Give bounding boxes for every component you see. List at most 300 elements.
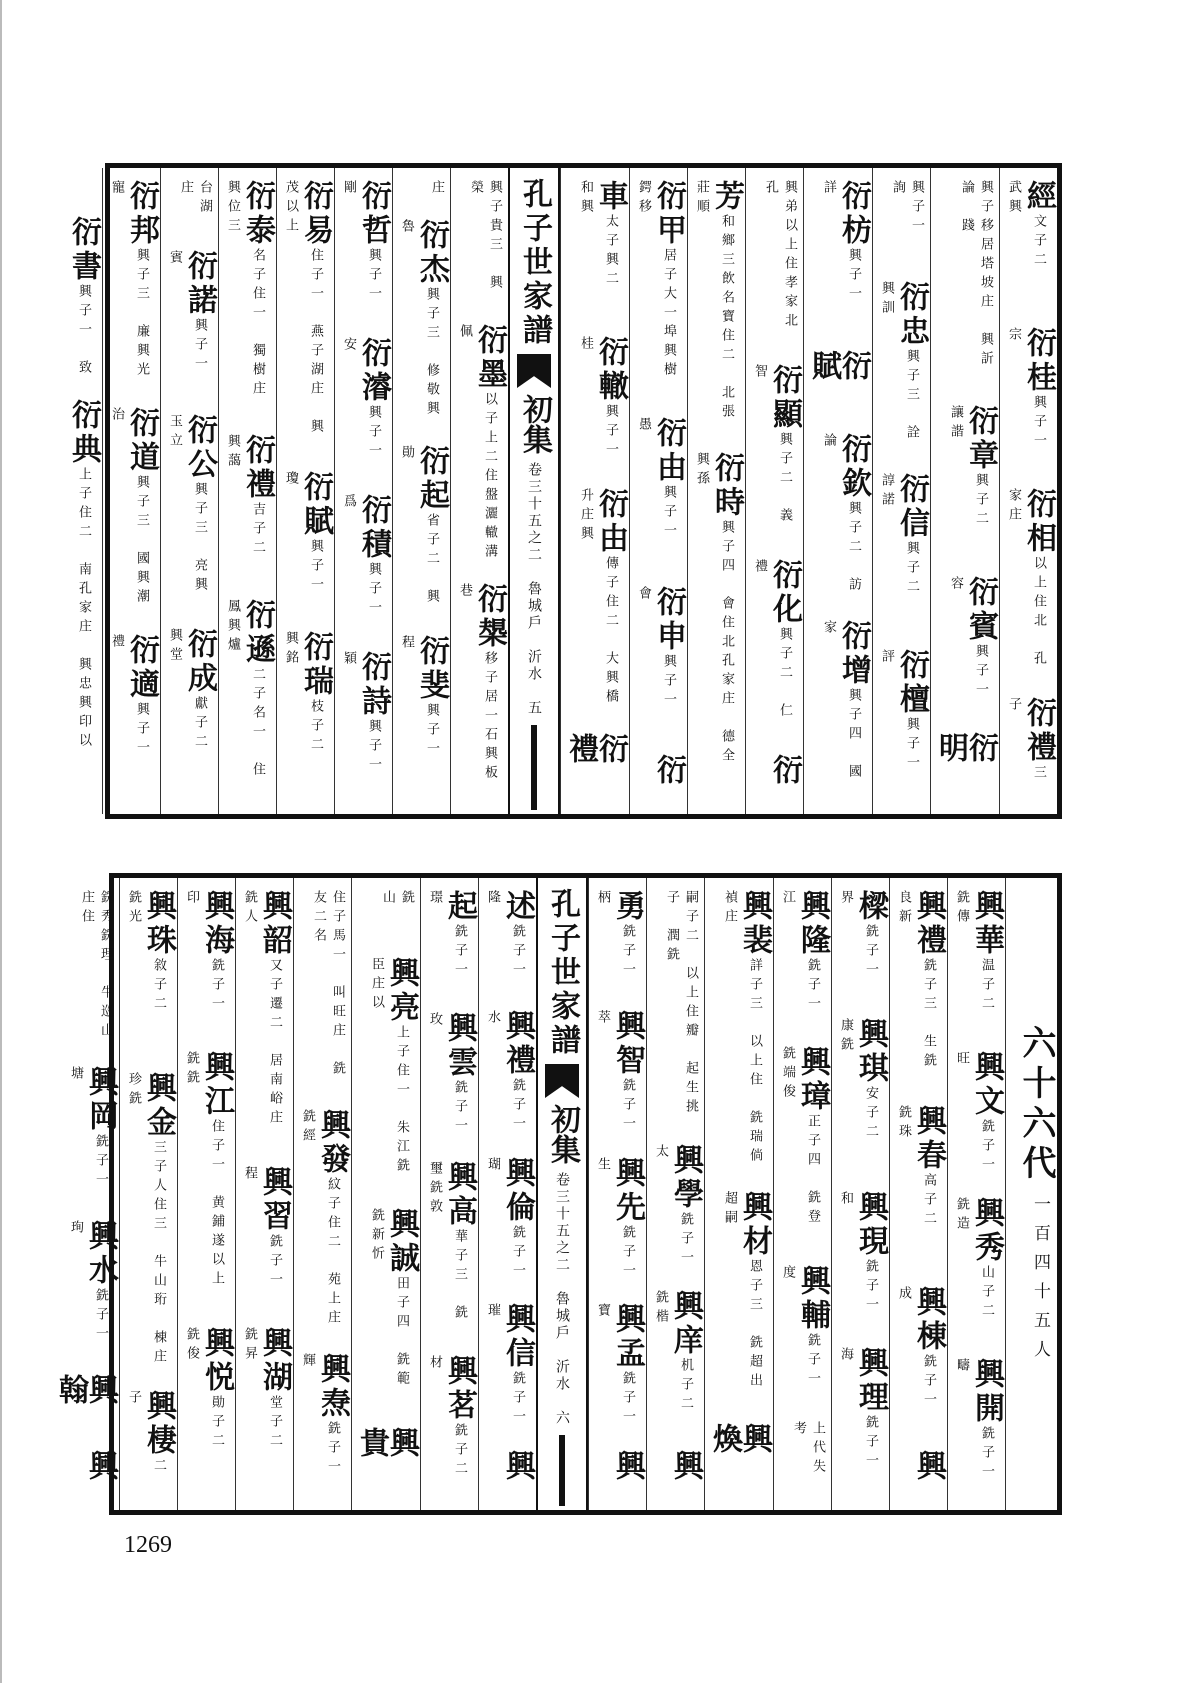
person-name: 衍禮 (563, 732, 628, 767)
person-entry (53, 1374, 118, 1430)
person-note: 銑子一 萃 (595, 1010, 635, 1155)
person-entry (952, 1050, 1004, 1195)
person-entry (933, 731, 998, 788)
generation-column (1005, 878, 1057, 1510)
person-entry (483, 1010, 535, 1155)
person-entry (877, 648, 929, 793)
person-entry (397, 219, 449, 425)
person-name: 興焘 (315, 1352, 350, 1421)
person-note: 庄 (429, 180, 444, 199)
person-name: 興秀 (969, 1197, 1004, 1265)
person-note: 銑子一 瑚 (485, 1156, 525, 1301)
person-name: 興春 (911, 1104, 946, 1173)
person-entry (55, 1450, 118, 1484)
person-note: 興子三 亮興玉立 (167, 413, 207, 596)
person-entry (750, 364, 802, 539)
person-entry (165, 180, 214, 230)
person-name: 衍顯 (767, 364, 802, 433)
person-entry (778, 890, 830, 1034)
person-name: 興棲 (141, 1389, 176, 1458)
person-entry (397, 635, 449, 788)
genealogy-column (560, 168, 629, 814)
person-entry (707, 1423, 772, 1484)
genealogy-column (872, 168, 930, 814)
person-entry (692, 180, 744, 432)
person-entry (750, 754, 802, 788)
bottom-genealogy-panel (53, 873, 1062, 1515)
person-note: 銑子一 隆 (485, 890, 525, 1000)
person-note: 銑秀銑理 牛巡山庄住 (79, 890, 113, 1042)
person-note: 住子馬一 叫旺庄 銑友二名 (311, 890, 345, 1080)
person-note: 省子二 興勛 (399, 444, 439, 608)
person-name: 衍由 (593, 487, 628, 556)
person-entry (563, 732, 628, 788)
person-name: 興韶 (257, 890, 292, 958)
person-entry (651, 1144, 703, 1289)
header-bar (531, 725, 537, 810)
person-entry (356, 1208, 419, 1407)
person-note: 敘子二 銑光 (126, 890, 166, 1034)
person-entry (877, 473, 929, 629)
person-name: 衍道 (124, 407, 159, 476)
person-note: 興子一 爲 (341, 494, 381, 638)
person-entry (66, 399, 101, 752)
person-entry (223, 434, 275, 579)
person-name: 衍公 (182, 413, 217, 482)
person-entry (894, 1104, 946, 1266)
person-name: 衍枋 (836, 180, 871, 248)
person-note: 銑 山 (380, 890, 414, 928)
person-note: 名子住一 獨樹庄 興位三 (225, 180, 265, 419)
person-note: 興子一 容 (948, 576, 988, 721)
person-note: 興子二 仁禮 (752, 559, 792, 723)
person-name: 興理 (853, 1347, 888, 1416)
genealogy-column (450, 168, 508, 814)
person-entry (1004, 180, 1056, 307)
person-note: 恩子三 銑超出超嗣 (722, 1190, 762, 1392)
person-entry (455, 583, 507, 788)
person-note: 二子名一 住鳳興爐 (225, 598, 265, 781)
person-note: 興子一 致 (76, 284, 91, 379)
person-name: 興 (500, 1450, 535, 1485)
person-name: 興學 (668, 1144, 703, 1213)
person-note: 銑子一 生 (595, 1156, 635, 1301)
person-name: 衍禮 (240, 434, 275, 503)
collection-subtitle: 初集 (545, 1104, 580, 1164)
person-note: 銑子一 程 (242, 1165, 282, 1310)
person-note: 詳子三 以上住 銑瑞倘禎庄 (722, 890, 762, 1167)
person-note: 華子三 銑璽銑敦 (427, 1161, 467, 1324)
collection-subtitle: 初集 (517, 394, 552, 454)
person-name: 興輔 (795, 1264, 830, 1333)
genealogy-column (420, 878, 478, 1510)
book-title: 孔子世家譜 (517, 178, 552, 348)
person-note: 銑子一 度 (780, 1264, 820, 1409)
person-entry (565, 180, 628, 316)
person-entry (952, 1197, 1004, 1341)
person-entry (356, 957, 419, 1188)
person-name: 興珠 (141, 890, 176, 958)
person-entry (483, 890, 535, 1000)
person-entry (240, 1165, 292, 1310)
volume-label: 卷三十五之二 魯城戶 沂水 五 (526, 462, 542, 717)
person-entry (808, 432, 871, 601)
person-note: 興子一 瓊 (283, 471, 323, 616)
person-note: 田子四 銑範銑新忻 (369, 1208, 409, 1391)
person-name: 興煥 (707, 1423, 772, 1458)
genealogy-column (646, 878, 704, 1510)
person-entry (778, 1421, 827, 1484)
person-note: 興子貴三 興榮 (468, 180, 502, 294)
person-name: 興 (83, 1450, 118, 1484)
genealogy-column (947, 878, 1005, 1510)
person-name: 樑 (853, 890, 888, 924)
genealogy-column (803, 168, 872, 814)
person-name: 衍桂 (1021, 327, 1056, 396)
person-name: 起 (442, 890, 477, 924)
person-name: 衍賓 (963, 576, 998, 645)
person-entry (709, 890, 772, 1171)
person-entry (935, 576, 998, 721)
person-entry (483, 1156, 535, 1301)
person-note: 興子移居塔坡庄 興訢論 踐 (959, 180, 993, 370)
person-note: 以上住北 孔家庄 (1006, 487, 1046, 670)
person-name: 興璋 (795, 1045, 830, 1114)
person-entry (952, 1357, 1004, 1502)
person-name: 興金 (141, 1072, 176, 1141)
person-entry (750, 559, 802, 734)
person-entry (281, 471, 333, 616)
person-name: 興華 (969, 890, 1004, 958)
person-name: 衍諾 (182, 250, 217, 319)
person-note: 温子二 銑傳 (954, 890, 994, 1034)
genealogy-column (889, 878, 947, 1510)
person-note: 三子人住三 牛山珩 棟庄珍銑 (126, 1072, 166, 1369)
person-note: 居子大一埠興樹鍔移 (636, 180, 676, 381)
genealogy-column (119, 878, 177, 1510)
person-note: 興子三 廉興光寵 (109, 180, 149, 381)
person-note: 三子 (1006, 696, 1046, 784)
person-name: 興江 (199, 1050, 234, 1119)
person-note: 以子上二住盤灑轍溝佩 (457, 323, 497, 563)
person-entry (281, 631, 333, 788)
person-name: 衍忠 (894, 281, 929, 350)
person-note: 又子遷二 居南峪庄 銑人 (242, 890, 282, 1148)
person-entry (298, 1352, 350, 1497)
fishtail-mark (517, 354, 551, 388)
person-entry (565, 487, 628, 713)
person-entry (107, 407, 159, 614)
person-entry (634, 180, 686, 397)
person-entry (808, 620, 871, 788)
person-name: 興亮 (384, 957, 419, 1026)
person-entry (651, 1289, 703, 1434)
genealogy-column (293, 878, 351, 1510)
person-name: 車 (593, 180, 628, 214)
person-name: 興茗 (442, 1355, 477, 1424)
person-note: 堂子二 銑昇 (242, 1326, 282, 1471)
person-entry (354, 1427, 419, 1484)
person-name: 興 (668, 1450, 703, 1484)
person-name: 經 (1021, 180, 1056, 214)
person-note: 興子一 宗 (1006, 327, 1046, 472)
person-entry (1004, 696, 1056, 788)
person-entry (182, 1326, 234, 1484)
person-entry (483, 1450, 535, 1485)
person-name: 衍由 (651, 417, 686, 486)
person-note: 山子二 銑造 (954, 1197, 994, 1341)
person-name: 興材 (737, 1190, 772, 1259)
person-name: 興文 (969, 1050, 1004, 1119)
person-name: 衍 (767, 754, 802, 788)
person-entry (425, 1355, 477, 1500)
person-entry (894, 1285, 946, 1430)
person-entry (634, 417, 686, 565)
person-name: 衍賦 (298, 471, 333, 540)
person-name: 衍杰 (414, 219, 449, 287)
person-name: 興棟 (911, 1285, 946, 1354)
person-name: 興先 (610, 1156, 645, 1225)
person-note: 枝子二 興銘 (283, 631, 323, 776)
person-note: 銑子一 印 (184, 890, 224, 1034)
person-name: 衍賦 (806, 350, 871, 385)
genealogy-column (276, 168, 334, 814)
person-name: 衍時 (709, 451, 744, 520)
person-name: 衍瑞 (298, 631, 333, 700)
person-entry (836, 1018, 888, 1171)
person-name: 興湖 (257, 1326, 292, 1395)
person-name: 興庠 (668, 1289, 703, 1358)
person-entry (877, 281, 929, 453)
person-name: 興悦 (199, 1326, 234, 1395)
person-entry (692, 451, 744, 768)
person-note: 興子四 會住北孔家庄 德全興孫 (694, 451, 734, 767)
person-entry (165, 250, 217, 395)
page-number: 1269 (124, 1532, 172, 1558)
genealogy-column (102, 168, 160, 814)
person-entry (836, 1190, 888, 1335)
person-name: 興翰 (53, 1374, 118, 1409)
person-entry (397, 444, 449, 615)
person-entry (397, 180, 446, 199)
person-note: 興子三 詮興訓 (879, 281, 919, 445)
person-name: 衍墨 (472, 323, 507, 392)
person-name: 興琪 (853, 1018, 888, 1087)
person-entry (339, 651, 391, 795)
generation-count: 一百四十五人 (1030, 1195, 1050, 1369)
person-name: 衍檀 (894, 648, 929, 717)
person-note: 興子一 剛 (341, 180, 381, 324)
person-note: 興子一 詢 (890, 180, 924, 256)
genealogy-column (235, 878, 293, 1510)
person-name: 興雲 (442, 1012, 477, 1081)
person-entry (778, 1264, 830, 1409)
genealogy-column (64, 168, 102, 814)
person-note: 興子二 訪論 (821, 432, 861, 596)
person-name: 興信 (500, 1303, 535, 1372)
person-name: 衍禮 (1021, 696, 1056, 765)
person-note: 銑子一 塘 (68, 1066, 108, 1211)
person-entry (750, 180, 799, 344)
person-note: 興子二 義智 (752, 364, 792, 528)
person-name: 興 (610, 1450, 645, 1485)
person-entry (1004, 487, 1056, 677)
page-edge-line (0, 0, 2, 1683)
person-entry (124, 1389, 176, 1484)
genealogy-column (177, 878, 235, 1510)
person-note: 安子二 康銑 (838, 1018, 878, 1163)
person-name: 興發 (315, 1109, 350, 1178)
person-note: 銑子一 江 (780, 890, 820, 1034)
person-entry (894, 1450, 946, 1484)
person-note: 銑子一 柄 (595, 890, 635, 1000)
person-entry (55, 1220, 118, 1365)
person-note: 銑子一 旺 (954, 1050, 994, 1195)
person-note: 興子一 穎 (341, 651, 381, 795)
person-entry (455, 323, 507, 564)
person-entry (894, 890, 946, 1085)
person-entry (952, 890, 1004, 1034)
person-name: 興禮 (500, 1010, 535, 1079)
person-name: 衍明 (933, 731, 998, 766)
genealogy-column (745, 168, 803, 814)
person-entry (483, 1303, 535, 1448)
person-entry (593, 1450, 645, 1485)
genealogy-column (687, 168, 745, 814)
person-name: 衍濬 (356, 337, 391, 405)
person-name: 興禮 (911, 890, 946, 958)
person-name: 衍轍 (593, 335, 628, 404)
person-entry (778, 1045, 830, 1245)
person-note: 銑子一 太 (653, 1144, 693, 1289)
person-entry (124, 890, 176, 1052)
person-entry (425, 1161, 477, 1335)
person-entry (935, 180, 995, 385)
person-name: 興倫 (500, 1156, 535, 1225)
person-entry (124, 1072, 176, 1369)
person-name: 衍積 (356, 494, 391, 562)
genealogy-column (588, 878, 646, 1510)
genealogy-column (930, 168, 999, 814)
person-note: 獻子二 興堂 (167, 627, 207, 772)
person-note: 正子四 銑登銑端俊 (780, 1045, 820, 1228)
person-entry (223, 180, 275, 419)
person-note: 上代失考 (791, 1420, 825, 1478)
person-name: 興海 (199, 890, 234, 958)
person-note: 興子一 桂 (578, 335, 618, 480)
person-entry (339, 180, 391, 324)
person-name: 衍 (651, 753, 686, 788)
person-entry (808, 180, 871, 330)
person-entry (356, 890, 416, 937)
person-name: 興智 (610, 1010, 645, 1079)
person-note: 銑子三 生銑良新 (896, 890, 936, 1072)
genealogy-column (704, 878, 773, 1510)
person-entry (298, 890, 347, 1089)
person-name: 衍哲 (356, 180, 391, 248)
person-note: 移子居一石興板巷 (457, 583, 497, 785)
header-bar (559, 1435, 565, 1506)
person-entry (593, 1156, 645, 1301)
person-name: 勇 (610, 890, 645, 924)
person-note: 銑子一 疇 (954, 1357, 994, 1502)
person-entry (165, 413, 217, 608)
person-name: 衍槼 (472, 583, 507, 652)
top-columns (66, 168, 1057, 814)
person-entry (107, 180, 159, 387)
person-note: 銑子一 成 (896, 1285, 936, 1430)
person-entry (240, 890, 292, 1148)
person-name: 衍易 (298, 180, 333, 248)
person-name: 衍成 (182, 627, 217, 696)
person-note: 台湖庄 (178, 180, 212, 218)
person-entry (298, 1109, 350, 1349)
header-column (508, 168, 560, 814)
person-entry (339, 494, 391, 638)
person-name: 述 (500, 890, 535, 924)
genealogy-column (478, 878, 536, 1510)
person-note: 銑子一 寶 (595, 1303, 635, 1448)
genealogy-column (999, 168, 1057, 814)
person-entry (55, 890, 115, 1046)
person-name: 衍泰 (240, 180, 275, 248)
book-title: 孔子世家譜 (545, 888, 580, 1058)
person-note: 紋子住二 苑上庄 銑經 (300, 1109, 340, 1349)
person-note: 高子二 銑珠 (896, 1104, 936, 1249)
person-entry (240, 1326, 292, 1484)
person-note: 興子三 修敬興魯 (399, 219, 439, 420)
person-name: 興貴 (354, 1427, 419, 1462)
genealogy-column (629, 168, 687, 814)
person-entry (281, 180, 333, 451)
person-name: 衍適 (124, 634, 159, 703)
person-name: 興裴 (737, 890, 772, 958)
person-name: 衍詩 (356, 651, 391, 719)
person-note: 傳子住二 大興橋升庄興 (578, 487, 618, 708)
top-genealogy-panel (66, 163, 1062, 819)
person-note: 興弟以上住孝家北孔 (763, 180, 797, 332)
person-entry (565, 335, 628, 480)
person-name: 興隆 (795, 890, 830, 958)
person-entry (55, 1066, 118, 1211)
person-name: 衍甲 (651, 180, 686, 248)
person-entry (877, 180, 926, 261)
person-entry (836, 890, 888, 1000)
person-entry (634, 585, 686, 734)
person-note: 太子興二 和興 (578, 180, 618, 309)
person-note: 興子四 國家 (821, 620, 861, 784)
person-note: 銑子二 材 (427, 1355, 467, 1500)
person-note: 和鄉三飲名寶住二 北張莊順 (694, 180, 734, 423)
genealogy-column (351, 878, 420, 1510)
person-note: 興子一 會 (636, 585, 676, 730)
genealogy-column (392, 168, 450, 814)
person-note: 興子一 詳 (821, 180, 861, 324)
person-note: 二子 (126, 1389, 166, 1477)
genealogy-column (773, 878, 831, 1510)
person-entry (806, 350, 871, 413)
person-name: 衍典 (66, 399, 101, 467)
person-note: 興子二 諄諾 (879, 473, 919, 618)
person-name: 興開 (969, 1357, 1004, 1426)
genealogy-column (218, 168, 276, 814)
person-note: 興子三 國興潮治 (109, 407, 149, 609)
person-note: 銑子一 界 (838, 890, 878, 1000)
person-name: 衍申 (651, 585, 686, 654)
person-name: 興習 (257, 1165, 292, 1234)
person-note: 興子一 禮 (109, 634, 149, 779)
person-name: 衍章 (963, 405, 998, 474)
